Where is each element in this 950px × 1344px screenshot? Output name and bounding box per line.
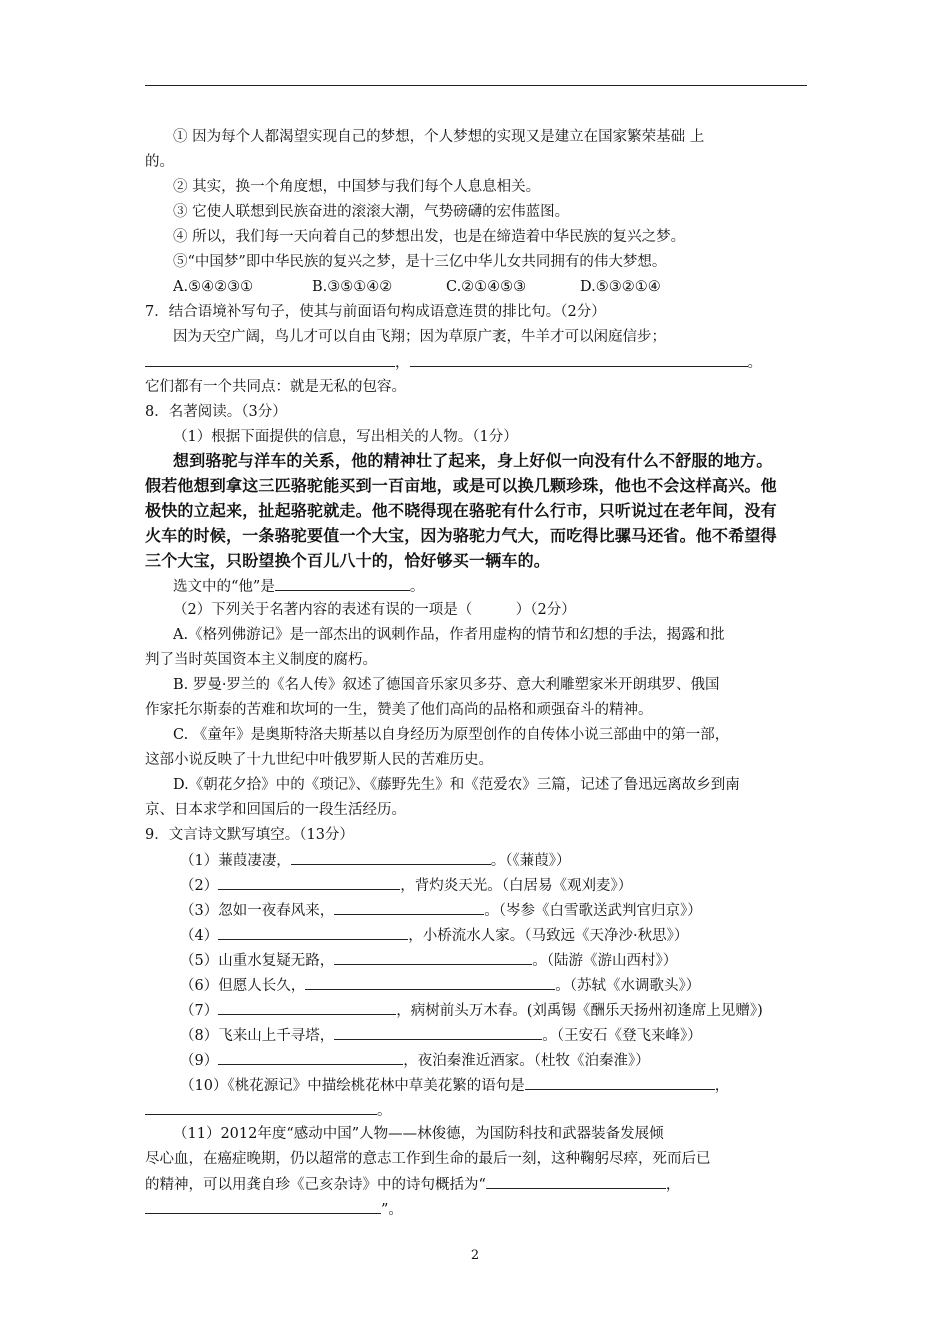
option-c-line1: C. 《童年》是奥斯特洛夫斯基以自身经历为原型创作的自传体小说三部曲中的第一部， (173, 727, 730, 743)
sentence-5: ⑤“中国梦”即中华民族的复兴之梦，是十三亿中华儿女共同拥有的伟大梦想。 (173, 254, 667, 270)
answer-blank[interactable] (145, 1199, 381, 1214)
poem-item-2: （2） ，背灼炎天光。（白居易《观刈麦》） (180, 875, 632, 896)
q6-option-b: B.③⑤①④② (312, 279, 393, 295)
question-8-1: （1）根据下面提供的信息，写出相关的人物。（1分） (173, 429, 518, 445)
poem-item-11d: ”。 (145, 1199, 403, 1220)
question-7: 7．结合语境补写句子，使其与前面语句构成语意连贯的排比句。（2分） (145, 304, 606, 320)
poem-item-11b: 尽心血，在癌症晚期，仍以超常的意志工作到生命的最后一刻，这种鞠躬尽瘁，死而后已 (145, 1151, 711, 1167)
sentence-2: ② 其实，换一个角度想，中国梦与我们每个人息息相关。 (173, 179, 541, 195)
sentence-1a: ① 因为每个人都渴望实现自己的梦想，个人梦想的实现又是建立在国家繁荣基础 上 (173, 129, 705, 145)
q7-context: 因为天空广阔，鸟儿才可以自由飞翔；因为草原广袤，牛羊才可以闲庭信步； (173, 329, 666, 345)
q6-option-c: C.②①④⑤③ (446, 279, 527, 295)
q7-answer-line: ， 。 (145, 352, 762, 373)
passage-line: 想到骆驼与洋车的关系，他的精神壮了起来，身上好似一向没有什么不舒服的地方。 (173, 451, 773, 470)
option-b-line2: 作家托尔斯泰的苦难和坎坷的一生，赞美了他们高尚的品格和顽强奋斗的精神。 (145, 702, 653, 718)
answer-blank[interactable] (275, 576, 410, 591)
option-b-line1: B. 罗曼·罗兰的《名人传》叙述了德国音乐家贝多芬、意大利雕塑家米开朗琪罗、俄国 (173, 677, 720, 693)
answer-blank[interactable] (334, 900, 484, 915)
option-d-line2: 京、日本求学和回国后的一段生活经历。 (145, 802, 406, 818)
passage-line: 极快的立起来，扯起骆驼就走。他不晓得现在骆驼有什么行市，只听说过在老年间，没有 (145, 501, 777, 520)
question-8: 8．名著阅读。（3分） (145, 404, 287, 420)
sentence-4: ④ 所以，我们每一天向着自己的梦想出发，也是在缔造着中华民族的复兴之梦。 (173, 229, 686, 245)
option-d-line1: D.《朝花夕拾》中的《琐记》、《藤野先生》和《范爱农》三篇，记述了鲁迅远离故乡到南 (173, 777, 740, 793)
answer-blank[interactable] (525, 1075, 715, 1090)
q6-option-d: D.⑤③②①④ (580, 279, 661, 295)
page-number: 2 (470, 1248, 480, 1263)
option-a-line2: 判了当时英国资本主义制度的腐朽。 (145, 652, 377, 668)
answer-blank[interactable] (145, 1100, 377, 1115)
header-rule (145, 85, 807, 86)
sentence-3: ③ 它使人联想到民族奋进的滚滚大潮，气势磅礴的宏伟蓝图。 (173, 204, 570, 220)
answer-blank[interactable] (291, 850, 491, 865)
sentence-1b: 的。 (145, 154, 174, 170)
answer-blank[interactable] (218, 1050, 403, 1065)
answer-blank[interactable] (145, 352, 395, 367)
answer-blank[interactable] (218, 1000, 396, 1015)
question-8-2: （2）下列关于名著内容的表述有误的一项是（ ）（2分） (173, 602, 576, 618)
passage-line: 火车的时候，一条骆驼要值一个大宝，因为骆驼力气大，而吃得比骡马还省。他不希望得 (145, 526, 777, 545)
poem-item-8: （8）飞来山上千寻塔， 。（王安石《登飞来峰》） (180, 1025, 702, 1046)
poem-item-4: （4） ，小桥流水人家。（马致远《天净沙·秋思》） (180, 925, 688, 946)
option-a-line1: A.《格列佛游记》是一部杰出的讽刺作品，作者用虚构的情节和幻想的手法，揭露和批 (173, 627, 725, 643)
q6-option-a: A.⑤④②③① (173, 279, 254, 295)
poem-item-9: （9） ，夜泊秦淮近酒家。（杜牧《泊秦淮》） (180, 1050, 650, 1071)
answer-blank[interactable] (334, 1025, 542, 1040)
poem-item-6: （6）但愿人长久， 。（苏轼《水调歌头》） (180, 975, 700, 996)
poem-item-5: （5）山重水复疑无路， 。（陆游《游山西村》） (180, 950, 677, 971)
q7-tail: 它们都有一个共同点：就是无私的包容。 (145, 379, 406, 395)
poem-item-7: （7） ，病树前头万木春。(刘禹锡《酬乐天扬州初逢席上见赠》) (180, 1000, 763, 1021)
poem-item-10-cont: 。 (145, 1100, 392, 1121)
poem-item-10: （10）《桃花源记》中描绘桃花林中草美花繁的语句是 ， (180, 1075, 729, 1096)
passage-line: 假若他想到拿这三匹骆驼能买到一百亩地，或是可以换几颗珍珠，他也不会这样高兴。他 (145, 476, 777, 495)
answer-blank[interactable] (334, 950, 532, 965)
answer-blank[interactable] (218, 875, 400, 890)
poem-item-3: （3）忽如一夜春风来， 。（岑参《白雪歌送武判官归京》） (180, 900, 702, 921)
poem-item-1: （1）蒹葭凄凄， 。（《蒹葭》） (180, 850, 570, 871)
passage-line: 三个大宝，只盼望换个百儿八十的，恰好够买一辆车的。 (145, 551, 551, 570)
answer-blank[interactable] (410, 352, 748, 367)
question-9: 9．文言诗文默写填空。（13分） (145, 827, 354, 843)
option-c-line2: 这部小说反映了十九世纪中叶俄罗斯人民的苦难历史。 (145, 752, 493, 768)
q8-answer-line: 选文中的“他”是 。 (173, 576, 424, 597)
answer-blank[interactable] (486, 1174, 666, 1189)
poem-item-11c: 的精神，可以用龚自珍《己亥杂诗》中的诗句概括为“ ， (145, 1174, 680, 1195)
answer-blank[interactable] (305, 975, 555, 990)
poem-item-11a: （11）2012年度“感动中国”人物——林俊德，为国防科技和武器装备发展倾 (173, 1126, 664, 1142)
answer-blank[interactable] (218, 925, 408, 940)
